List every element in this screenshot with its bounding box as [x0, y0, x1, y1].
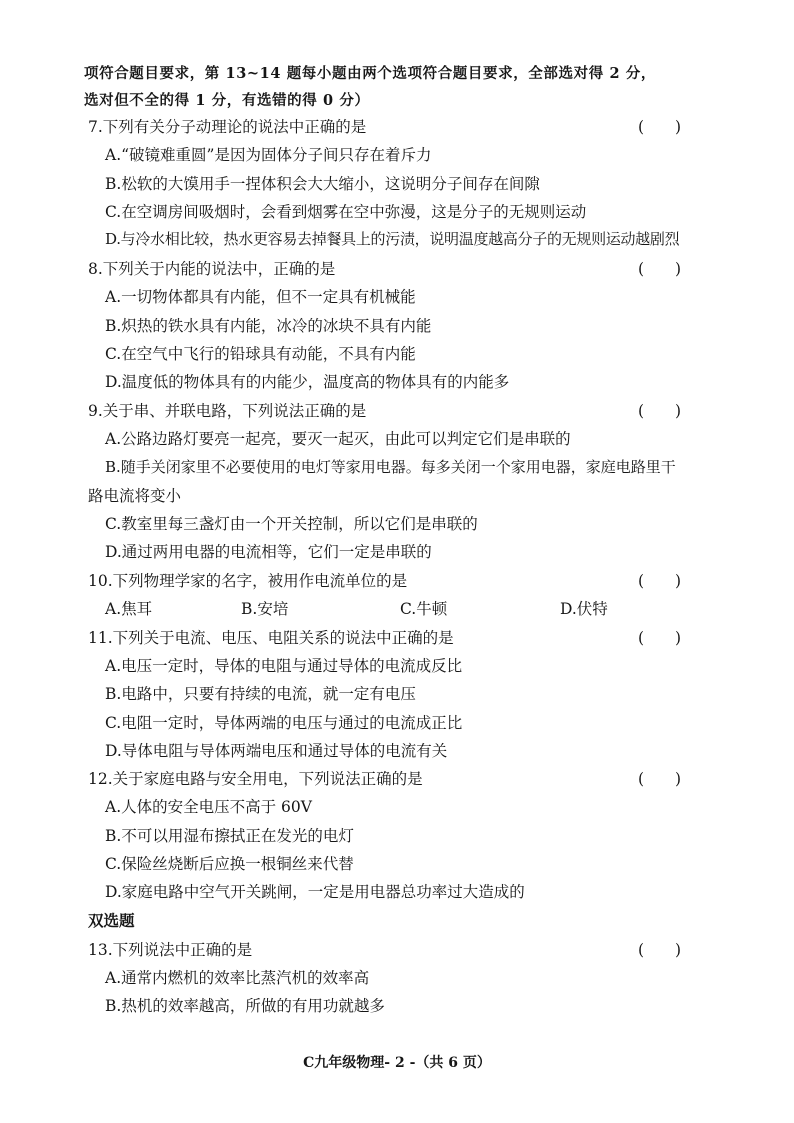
question-11-option-d: D.导体电阻与导体两端电压和通过导体的电流有关	[105, 742, 448, 760]
question-12-option-c: C.保险丝烧断后应换一根铜丝来代替	[105, 855, 354, 873]
question-10-option-a: A.焦耳	[105, 600, 153, 618]
instructions-line-1: 项符合题目要求，第 13~14 题每小题由两个选项符合题目要求，全部选对得 2 分，	[84, 65, 656, 82]
question-12-option-d: D.家庭电路中空气开关跳闸，一定是用电器总功率过大造成的	[105, 883, 525, 901]
question-13-stem: 13.下列说法中正确的是	[88, 941, 253, 959]
question-11-stem: 11.下列关于电流、电压、电阻关系的说法中正确的是	[88, 629, 454, 647]
page-footer: C九年级物理- 2 -（共 6 页）	[303, 1055, 491, 1071]
question-12-option-b: B.不可以用湿布擦拭正在发光的电灯	[105, 827, 354, 845]
question-10-option-c: C.牛顿	[400, 600, 448, 618]
question-10-option-b: B.安培	[241, 600, 289, 618]
question-8-answer-blank[interactable]: ( )	[638, 260, 682, 278]
question-13-option-a: A.通常内燃机的效率比蒸汽机的效率高	[105, 969, 370, 987]
question-12-stem: 12.关于家庭电路与安全用电，下列说法正确的是	[88, 770, 423, 788]
question-10-answer-blank[interactable]: ( )	[638, 572, 682, 590]
question-9-option-b-line-2: 路电流将变小	[88, 487, 182, 505]
question-8-option-c: C.在空气中飞行的铅球具有动能，不具有内能	[105, 345, 416, 363]
question-8-option-b: B.炽热的铁水具有内能，冰冷的冰块不具有内能	[105, 317, 432, 335]
question-9-answer-blank[interactable]: ( )	[638, 402, 682, 420]
question-7-answer-blank[interactable]: ( )	[638, 118, 682, 136]
question-11-option-a: A.电压一定时，导体的电阻与通过导体的电流成反比	[105, 657, 463, 675]
question-7-option-d: D.与冷水相比较，热水更容易去掉餐具上的污渍，说明温度越高分子的无规则运动越剧烈	[105, 230, 680, 248]
question-8-option-a: A.一切物体都具有内能，但不一定具有机械能	[105, 288, 416, 306]
question-10-stem: 10.下列物理学家的名字，被用作电流单位的是	[88, 572, 408, 590]
question-7-option-b: B.松软的大馍用手一捏体积会大大缩小，这说明分子间存在间隙	[105, 175, 540, 193]
question-10-option-d: D.伏特	[560, 600, 608, 618]
question-13-answer-blank[interactable]: ( )	[638, 941, 682, 959]
question-10-options	[105, 597, 625, 625]
question-12-answer-blank[interactable]: ( )	[638, 770, 682, 788]
question-13-option-b: B.热机的效率越高，所做的有用功就越多	[105, 997, 385, 1015]
question-9-option-c: C.教室里每三盏灯由一个开关控制，所以它们是串联的	[105, 515, 478, 533]
question-7-option-c: C.在空调房间吸烟时，会看到烟雾在空中弥漫，这是分子的无规则运动	[105, 203, 587, 221]
question-9-option-d: D.通过两用电器的电流相等，它们一定是串联的	[105, 543, 432, 561]
question-7-stem: 7.下列有关分子动理论的说法中正确的是	[88, 118, 367, 136]
question-8-stem: 8.下列关于内能的说法中，正确的是	[88, 260, 336, 278]
question-11-answer-blank[interactable]: ( )	[638, 629, 682, 647]
question-9-option-b-line-1: B.随手关闭家里不必要使用的电灯等家用电器。每多关闭一个家用电器，家庭电路里干	[105, 458, 676, 476]
question-8-option-d: D.温度低的物体具有的内能少，温度高的物体具有的内能多	[105, 373, 510, 391]
question-11-option-b: B.电路中，只要有持续的电流，就一定有电压	[105, 685, 416, 703]
question-12-option-a: A.人体的安全电压不高于 60V	[105, 798, 312, 816]
instructions-line-2: 选对但不全的得 1 分，有选错的得 0 分）	[84, 92, 370, 109]
section-title-double-choice: 双选题	[88, 911, 135, 930]
question-9-stem: 9.关于串、并联电路，下列说法正确的是	[88, 402, 367, 420]
question-9-option-a: A.公路边路灯要亮一起亮，要灭一起灭，由此可以判定它们是串联的	[105, 430, 571, 448]
question-7-option-a: A.“破镜难重圆”是因为固体分子间只存在着斥力	[105, 146, 432, 164]
question-11-option-c: C.电阻一定时，导体两端的电压与通过的电流成正比	[105, 714, 463, 732]
